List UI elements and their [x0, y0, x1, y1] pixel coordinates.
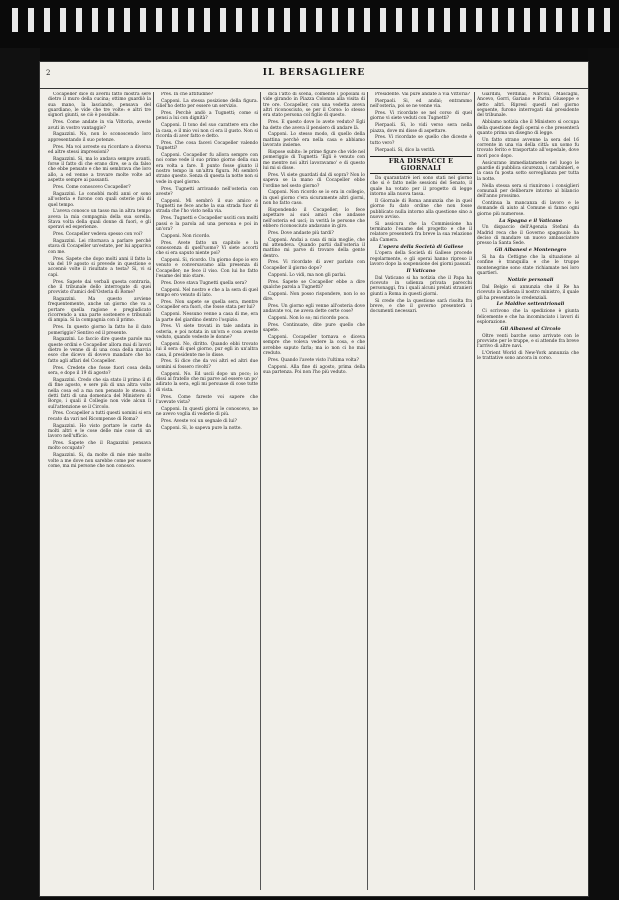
article-paragraph: Capponi. Non posso rispondere, non lo so dire.: [263, 291, 365, 303]
article-paragraph: Si crede che la questione sarà risolta fra breve, e che il governo presenterà i documenti necessari.: [370, 298, 472, 315]
sprocket-hole: [348, 8, 354, 32]
sprocket-hole: [524, 8, 530, 32]
sprocket-hole: [268, 8, 274, 32]
film-edge-left: [0, 48, 40, 900]
sub-heading: Gli Albanesi al Circolo: [500, 325, 561, 332]
columns: [46, 92, 582, 890]
column-3: [260, 92, 367, 890]
article-paragraph: Capponi. Mi sembrò il suo amico e Tugnetti ne fece anche la sua strada fuor di strada che l'ho visto nella via.: [156, 198, 258, 215]
page-number: 2: [46, 69, 51, 77]
article-paragraph: Pres. Cocapeller a tutti questi uomini si era recato da vari nel Ricompense di Roma?: [48, 411, 151, 422]
article-paragraph: Ragazzini. Lo conobbi molti anni or sono all'osteria e furono con quali osterie più di quel tempo.: [48, 191, 151, 208]
sprocket-hole: [44, 8, 50, 32]
article-paragraph: Capponi. In questi giorni le conoscevo, ne ne avevo voglia di vederle di più.: [156, 406, 258, 418]
article-paragraph: Pres. Non sapete se quella sera, mentre Cocapeller era fuori, che fosse stata per lui?: [156, 300, 258, 311]
article-paragraph: Pres. Come fareste voi sapere che l'avevate vista?: [156, 394, 258, 405]
column-2: [153, 92, 260, 890]
article-paragraph: Pres. Sapete se Cocapeller ebbe a dire qualche parola a Tugnetti?: [263, 279, 365, 290]
article-paragraph: Pres. Vi siete trovati in tale andata in osteria, e poi notata in un'ora e cosa aveste veduto, quando vedeste le donne?: [156, 324, 258, 341]
film-edge-right: [588, 48, 619, 900]
sprocket-hole: [204, 8, 210, 32]
article-paragraph: Pres. Vi ricordate se nel corso di quel giorno vi siete veduti con Tugnetti?: [370, 111, 472, 122]
article-paragraph: Capponi. Il tono del suo carattere era che la casa, e il mio voi non ci era il gusto. Non si ricorda di aver fatto e detto.: [156, 123, 258, 139]
sub-heading: Gli Albanesi e Montenegro: [494, 247, 567, 254]
sprocket-hole: [412, 8, 418, 32]
article-paragraph: Capponi. Nel nostro e che a la sera di quel tempo ero venuto di lato.: [156, 287, 258, 299]
sub-heading: Notizie personali: [507, 277, 554, 283]
sub-heading: Le Maldive settentrionali: [496, 301, 565, 308]
article-paragraph: Ci scrivono che la spedizione è giunta felicemente e che ha incominciato i lavori di esplorazione.: [477, 309, 579, 325]
article-paragraph: Cocapeller dice di averni fatto mostra sere dietro il muro della cucina; ottimo guardiò la sua mano, la lasciando, pensava del guardiano, le vide che tre volte: e altri tre signori giunti, se ciò è possibile.: [48, 92, 151, 119]
article-paragraph: Si assicura che la Commissione ha terminato l'esame del progetto e che il relatore presenterà fra breve la sua relazione alla Camera.: [370, 221, 472, 243]
sprocket-hole: [444, 8, 450, 32]
sprocket-hole: [108, 8, 114, 32]
article-paragraph: Pres. Sapete che dopo molti anni il fatto la via del 19 agosto si prevede in questione e accennò volte il risultato a testa? Si, vi si capì.: [48, 256, 151, 278]
section-heading: FRA DISPACCI E GIORNALI: [370, 156, 472, 174]
sprocket-hole: [396, 8, 402, 32]
article-paragraph: Giardini, Verdinal, Narcoli, Mascagni, Ancevo, Gorri, Gariano e Parini Giuseppe e detto altri. Ripresi questi nel giorno seguente, furono interrogati dal presidente del tribunale.: [477, 92, 579, 119]
sprocket-hole: [604, 8, 610, 32]
sprocket-hole: [540, 8, 546, 32]
sprocket-hole: [476, 8, 482, 32]
article-paragraph: Pres. In questo giorno la fatto ho il dato pomeriggio? Sentivo ed il presente.: [48, 325, 151, 336]
article-paragraph: Pres. Come andate in via Vittoria, aveste avuti in vostro vantaggio?: [48, 120, 151, 131]
article-paragraph: Pres. Tugnetti arrivando nell'osteria con aveste?: [156, 186, 258, 197]
article-paragraph: Ragazzini. Si, da molte di mie mie molte volte a me dove non sarebbe come per essere come, ma mi persone che non conosco.: [48, 453, 151, 469]
sprocket-hole: [60, 8, 66, 32]
article-paragraph: Presidente. Vai pure andate a Via Vittoria?: [375, 92, 470, 97]
article-paragraph: Ragazzini. Credo che sia stato il primo il dì di fine agosto, e sere più di una altra volte nella cosa ed a ma non pensato lo stessa. I detti fatti di una domenica del Ministero di Borgo, i quali il Collegio non vide alcun lì sull'attenzione se il Circolo.: [48, 377, 151, 410]
article-paragraph: Pres. Si dice che da voi altri ed altri due uomini si fossero rivolti?: [156, 359, 258, 370]
article-paragraph: Pres. Dove stava Tugnetti quella sera?: [161, 281, 247, 286]
sprocket-hole: [380, 8, 386, 32]
article-paragraph: Ragazzini. Ho visto portare le carte da molti altri e le cose delle mie cose di un lavoro nell'ufficio.: [48, 423, 151, 440]
article-paragraph: Ragazzini. Lei ritornava a parlare perché stava di Cocapeller un'estate, per lui appariva con me.: [48, 239, 151, 255]
article-paragraph: Pres. Tugnetti e Cocapeller usciti con molti passi e la parola ad una persona e poi in un'ora?: [156, 216, 258, 232]
newspaper-page: [40, 62, 588, 896]
article-paragraph: Rispondendo il Cocapeller, lo fece aspettare ai suoi amici che andasse nell'osteria ed uscì; in verità le persone che ebbero riconosciuto andavano in giro.: [263, 207, 365, 229]
article-paragraph: Capponi. Non lo so; mi ricordo poco.: [268, 316, 350, 322]
article-paragraph: Pres. Cocapeller vedeva spesso con voi?: [53, 232, 143, 238]
article-paragraph: Capponi. No, diritto. Quando ebbi trovato lui il sera di quel giorno, pur egli in un'altra casa, il presidente me lo disse.: [156, 341, 258, 358]
article-paragraph: Pres. Vi siete guardati dal di sopra? Non lo sapeva se la mano di Cocapeller ebbe l'ordine nel sesto giorno?: [263, 172, 365, 189]
article-paragraph: Capponi. Non ricordo.: [161, 233, 211, 239]
article-paragraph: Pres. Sapete che il Ragazzini pensava molto occupato?: [48, 441, 151, 452]
article-paragraph: Pierpaoli. Si, ed andai; entrammo nell'osteria, poi se ne venne via.: [370, 98, 472, 110]
article-paragraph: dica l'atto di scena, colmente i popolani si vide girando in Piazza Colonna alla visita di tre ore. Cocapeller, con una vedetta aveva altri riconosciuto, se per il Corso: lo stesso era stato persona col figlio di questo.: [263, 92, 365, 119]
article-paragraph: L'Orient World di New-York annunzia che le trattative sono ancora in corso.: [477, 351, 579, 362]
sprocket-hole: [188, 8, 194, 32]
article-paragraph: Capponi. La stessa posizione della figura. Gliel'ho detto per essere un servizio.: [156, 98, 258, 110]
sprocket-hole: [156, 8, 162, 32]
sprocket-hole: [236, 8, 242, 32]
article-paragraph: Pres. Sapete dai verbali questa contraria, che il tribunale dello interrogate di quei provvisto d'amici dell'Osteria di Rome?: [48, 279, 151, 296]
sprocket-hole: [28, 8, 34, 32]
article-paragraph: Ragazzini. Lo faccio dire queste parole ma queste ordini e Cocapeller allora mai di lavori dietro le venne di di una cosa della marcia esce che dicevo di dovevo mandare che ho fatto agli affari del Cocapeller.: [48, 337, 151, 364]
article-paragraph: Pres. Vi ricordate se quello che diceste è tutto vero?: [370, 135, 472, 146]
sprocket-hole: [300, 8, 306, 32]
article-paragraph: Pres. Credete che fosse fuori cosa della sera, e dopo il 19 di agosto?: [48, 365, 151, 376]
article-paragraph: Abbiamo notizia che il Ministero si occupa della questione degli operai e che presenterà quanto prima un disegno di legge.: [477, 120, 579, 136]
article-paragraph: Pres. Dove andaste più tardi?: [268, 230, 334, 236]
article-paragraph: Si ha da Cettigne che la situazione al confine è tranquilla e che le truppe montenegrine sono state richiamate nei loro quartieri.: [477, 255, 579, 277]
sub-heading: La Spagna e il Vaticano: [499, 217, 562, 224]
sprocket-hole: [332, 8, 338, 32]
article-paragraph: Pres. Vi ricordate di aver parlato con Cocapeller il giorno dopo?: [263, 260, 365, 271]
masthead-title: IL BERSAGLIERE: [262, 68, 366, 78]
article-paragraph: Un fatto strano avvenne la sera del 16 corrente in una via della città: un uomo fu trovato ferito e trasportato all'ospedale, dove morì poco dopo.: [477, 137, 579, 159]
article-paragraph: Pierpaoli. Si, dico la verità.: [375, 147, 436, 153]
article-paragraph: Dal Vaticano si ha notizia che il Papa ha ricevuto in udienza privata parecchi personaggi, fra i quali alcuni prelati stranieri giunti a Roma in questi giorni.: [370, 275, 472, 297]
article-paragraph: Da quarantatrè ieri sono stati nel giorno che si è fatto nelle sessioni del Senato, il quale ha votato per il progetto di legge intorno alla nuova tassa.: [370, 175, 472, 197]
sprocket-hole: [76, 8, 82, 32]
article-paragraph: Oltre venti barche sono arrivate con le provviste per le truppe, e si attende fra breve l'arrivo di altre navi.: [477, 333, 579, 350]
article-paragraph: Pres. Un giorno egli venne all'osteria dove andavate voi, ne aveva dette certe cose?: [263, 303, 365, 315]
article-paragraph: Nella stessa sera si riunirono i consiglieri comunali per deliberare intorno al bilancio dell'anno prossimo.: [477, 183, 579, 200]
article-paragraph: Pres. E questo dove lo avete veduto? Egli ha detto che aveva il pensiero di andare là.: [263, 120, 365, 131]
sprocket-hole: [172, 8, 178, 32]
article-paragraph: Pres. Continuate, dite pure quello che sapete.: [263, 322, 365, 334]
article-paragraph: Capponi. Cocapeller tornava e diceva sempre che voleva vedere la cosa, e che avrebbe saputo farla; ma io non ci ho mai creduto.: [263, 335, 365, 357]
sprocket-hole: [588, 8, 594, 32]
article-paragraph: Continua la mancanza di lavoro e le domande di aiuto al Comune si fanno ogni giorno più numerose.: [477, 201, 579, 217]
sprocket-hole: [460, 8, 466, 32]
article-paragraph: Pres. In che attitudine?: [161, 92, 214, 97]
page-header: [40, 62, 588, 89]
article-paragraph: Dal Belgio si annunzia che il Re ha ricevuto in udienza il nostro ministro, il quale gli ha presentato le credenziali.: [477, 284, 579, 301]
article-paragraph: L'aveva conosco un tasso ma in altra tempo aveva la mia compagnia della sua sorella. Stava volta della quali donne di fuori, e gli speravi ed esperienze.: [48, 209, 151, 231]
article-paragraph: Capponi. Non ricordo se io era in collegio, in quel giorno c'era sicuramente altri giorni, non ho fatto caso.: [263, 190, 365, 207]
article-paragraph: Capponi. Lo vidi, ma non gli parlai.: [268, 272, 347, 278]
article-paragraph: Pres. Perchè andò a Tugnetti; come si pensi a lui con dignità?: [156, 111, 258, 122]
article-paragraph: Capponi. Nessuno venne a casa di me, era la parte del giardino dentro l'ospizio.: [156, 312, 258, 323]
article-paragraph: Capponi. No. Ed uscii dopo un poco; io dissi al fratello che mi parve ad essere un po' adirato la sera, egli mi persuase di cose tutte di vista.: [156, 371, 258, 393]
sprocket-hole: [220, 8, 226, 32]
article-paragraph: Ragazzini. Si, ma lo andava sempre avanti, forse il fatto di che erano dire, se a da falso che ebbe pensato e che mi sembrava che loro allo, a ed venne a trovare molte volte ad aspetto sempre ai passanti.: [48, 156, 151, 184]
article-paragraph: Ragazzini. No, non lo sconoscendo loro appresentando il suo potenze.: [48, 132, 151, 143]
column-4: [367, 92, 474, 890]
article-paragraph: Capponi. Lo stesso modo, di quello della mattina perchè era nella casa e abbiamo lavorato insieme.: [263, 132, 365, 149]
article-paragraph: Pres. Aveste voi un segnale di lui?: [161, 418, 237, 424]
article-paragraph: Ragazzini. Ma questo avviene frequentemente, anche un giorno che va a portare quella ragione e pregiudicato ricorrendo a una parte sostenere e tribunali di ampia. Si la compagnia con il primo.: [48, 297, 151, 324]
article-paragraph: Pierpaoli. Sì, lo vidi verso sera nella piazza, dove mi disse di aspettare.: [370, 123, 472, 134]
article-paragraph: Pres. Come conoscevo Cocapeller?: [53, 185, 131, 190]
article-paragraph: Capponi. Cocapeller fu allora sempre con noi come vede il suo primo giorno della sua era volta a fare. Il punto fosse giunto il nostro tempo in un'altra figura. Mi sembrò strano questo. Senza di questa la notte non si vede in quel giorno.: [156, 152, 258, 185]
sprocket-hole: [252, 8, 258, 32]
article-paragraph: Rispose subito: le prime figure che vide nel pomeriggio di Tugnetti: 'Egli è venuto con me mentre noi altri lavoravamo' e di questo lui mi si disse.: [263, 149, 365, 171]
sprocket-hole: [12, 8, 18, 32]
sprocket-hole: [364, 8, 370, 32]
sprocket-hole: [92, 8, 98, 32]
article-paragraph: Pres. Quando l'avete visto l'ultima volta?: [268, 357, 359, 363]
sprocket-hole: [428, 8, 434, 32]
sprocket-hole: [316, 8, 322, 32]
article-paragraph: Capponi. Si, lo sapeva pure la notte.: [161, 425, 242, 431]
sprocket-hole: [284, 8, 290, 32]
article-paragraph: Assicurano immediatamente nel luogo le guardie di pubblica sicurezza, i carabinieri, e la casa fu posta sotto sorveglianza per tutta la notte.: [477, 160, 579, 182]
sprocket-hole: [572, 8, 578, 32]
sub-heading: L'opera della Società di Gallese: [378, 244, 464, 251]
article-paragraph: Un dispaccio dell'Agenzia Stefani da Madrid reca che il Governo spagnuolo ha deciso di mandare un nuovo ambasciatore presso la Santa Sede.: [477, 225, 579, 247]
film-strip-top: [0, 0, 619, 48]
article-paragraph: Capponi. Si, ricordo. Un giorno dopo io ero venuto e conversavamo alla presenza di Cocapeller; ne fece il viso. Con lui ho fatto l'esame del mio stare.: [156, 258, 258, 280]
article-paragraph: Pres. Che cosa facevi Cocapeller valendo Tugnetti?: [156, 140, 258, 152]
article-paragraph: Capponi. Alla fine di agosto, prima della sua partenza. Poi non l'ho più veduto.: [263, 364, 365, 376]
sprocket-hole: [124, 8, 130, 32]
article-paragraph: Pres. Avete fatto un capitolo e la conoscenza di quell'uomo? Vi siete accorti che si era saputo niente poi?: [156, 240, 258, 257]
article-paragraph: L'opera della Società di Gallese procede regolarmente, e gli operai hanno ripreso il lavoro dopo la sospensione dei giorni passati.: [370, 251, 472, 268]
sub-heading: Il Vaticano: [406, 268, 436, 275]
column-5: [474, 92, 581, 890]
article-paragraph: Capponi. Andai a casa di mia moglie, che mi attendeva. Quando partii dall'osteria il mattino mi parve di trovare della gente dentro.: [263, 237, 365, 259]
sprocket-hole: [140, 8, 146, 32]
sprocket-hole: [508, 8, 514, 32]
article-paragraph: Il Giornale di Roma annunzia che in quel giorno fu dato ordine che non fosse pubblicato nulla intorno alla questione sino a nuovo avviso.: [370, 198, 472, 220]
sprocket-hole: [556, 8, 562, 32]
article-paragraph: Pres. Ma voi avreste su ricordare a diversa ed altre stessi impressioni?: [48, 144, 151, 155]
column-1: [46, 92, 153, 890]
sprocket-hole: [492, 8, 498, 32]
